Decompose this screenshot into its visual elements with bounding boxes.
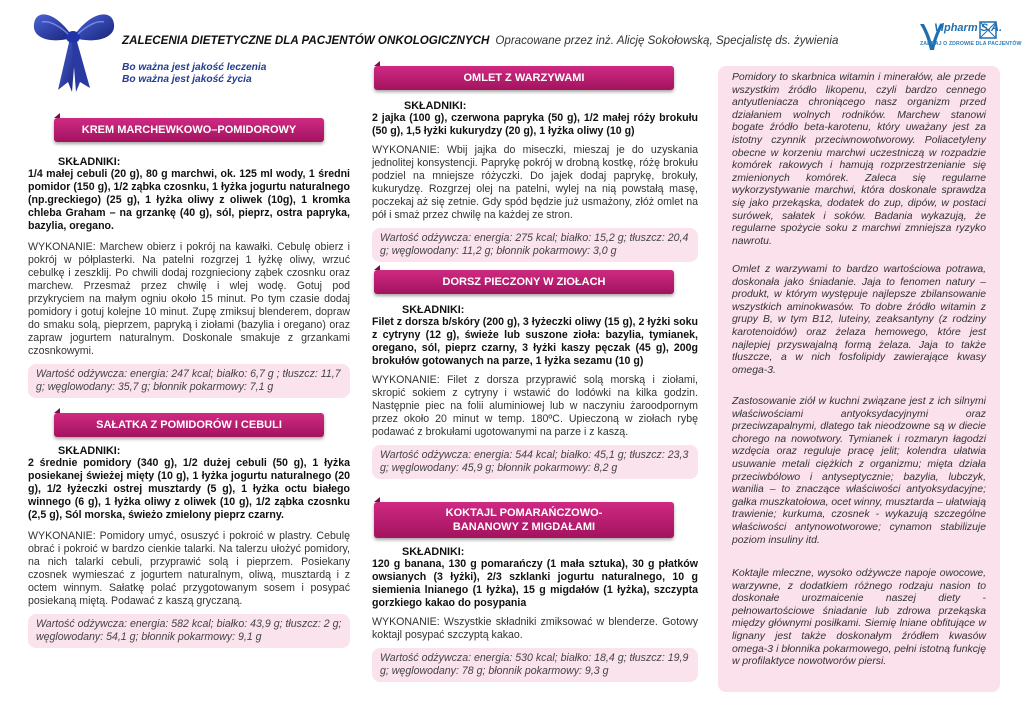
recipe-omlet	[372, 66, 698, 262]
preparation-text: WYKONANIE: Filet z dorsza przyprawić solą morską i ziołami, skropić sokiem z cytryny i wstawić do lodówki na kilka godzin. Następnie piec na folii aluminiowej lub w naczyniu żaroodpornym przez około 20 minut w temp. 180ºC. Upieczoną w ziołach rybę podawać z brokułami ugotowanymi na parze i z kaszą.	[372, 374, 698, 438]
ingredients-label: SKŁADNIKI:	[58, 445, 121, 457]
motto-line-1: Bo ważna jest jakość leczenia	[122, 62, 267, 73]
logo-name: Vipharm S.A.	[934, 22, 1003, 34]
ingredients-label: SKŁADNIKI:	[402, 304, 465, 316]
preparation-text: WYKONANIE: Pomidory umyć, osuszyć i pokroić w plastry. Cebulę obrać i pokroić w bardzo cienkie talarki. Na talerzu ułożyć pomidory, na nich talarki cebuli, przyprawić solą i pieprzem. Posiekany czosnek wymieszać z jogurtem naturalnym, oliwą, musztardą i z octem winnym. Sałatkę polać przygotowanym sosem i posypać posiekaną miętą. Podawać z kaszą gryczaną.	[28, 530, 350, 607]
nutrition-box: Wartość odżywcza: energia: 582 kcal; białko: 43,9 g; tłuszcz: 2 g; węglowodany: 54,1 g; błonnik pokarmowy: 9,1 g	[28, 614, 350, 648]
recipe-title: KOKTAJL POMARAŃCZOWO-BANANOWY Z MIGDAŁAMI	[374, 502, 674, 538]
recipe-title: SAŁATKA Z POMIDORÓW I CEBULI	[54, 413, 324, 437]
nutrition-box: Wartość odżywcza: energia: 544 kcal; białko: 45,1 g; tłuszcz: 23,3 g; węglowodany: 45,9 g; błonnik pokarmowy: 8,2 g	[372, 445, 698, 479]
ingredients-label: SKŁADNIKI:	[58, 156, 121, 168]
recipe-title: KREM MARCHEWKOWO–POMIDOROWY	[54, 118, 324, 142]
preparation-text: WYKONANIE: Marchew obierz i pokrój na kawałki. Cebulę obierz i pokrój w półplasterki. Na patelni rozgrzej 1 łyżkę oliwy, wrzuć cebulkę i zeszklij. Po chwili dodaj rozgnieciony ząbek czosnku oraz marchew. Przesmaż przez chwilę i wlej wodę. Gotuj pod przykryciem na małym ogniu około 15 minut. Po tym czasie dodaj pomidory i gotuj kolejne 10 minut. Zupę zmiksuj blenderem, dopraw do smaku solą, pieprzem, papryką i ziołami (bazylia i oregano) oraz zapraw jogurtem naturalnym. Doskonale smakuje z grzankami czosnkowymi.	[28, 241, 350, 357]
info-sidebar	[718, 66, 1000, 692]
ingredients-text: 120 g banana, 130 g pomarańczy (1 mała sztuka), 30 g płatków owsianych (3 łyżki), 2/3 szklanki jogurtu naturalnego, 10 g siemienia lnianego (1 łyżka), 15 g migdałów (1 łyżka), szczypta gorzkiego kakao do posypania	[372, 558, 698, 609]
info-ziola: Zastosowanie ziół w kuchni związane jest z ich silnymi właściwościami antyoksydacyjnymi oraz przeciwzapalnymi, dlatego tak nieodzowne są w diecie chorego na nowotwory. Tymianek i rozmaryn łagodzi wzdęcia oraz reguluje pracę jelit; kolendra ułatwia usuwanie metali ciężkich z organizmu; mięta działa przeciwbólowo i antyseptycznie; bazylia, lubczyk, wanilia – to znaczące właściwości antyoksydacyjne; gałka muszkatołowa, ocet winny, musztarda – ułatwiają trawienie; kurkuma, czosnek - wykazują szczególne właściwości antynowotworowe; cynamon stabilizuje poziom insuliny itd.	[732, 396, 986, 546]
nutrition-box: Wartość odżywcza: energia: 530 kcal; białko: 18,4 g; tłuszcz: 19,9 g; węglowodany: 78 g; błonnik pokarmowy: 9,3 g	[372, 648, 698, 682]
ingredients-text: 2 średnie pomidory (340 g), 1/2 dużej cebuli (50 g), 1 łyżka posiekanej świeżej mięty (10 g), 1 łyżka jogurtu naturalnego (20 g), 1/2 łyżeczki ostrej musztardy (5 g), 1 łyżka octu białego winnego (6 g), 1 łyżka oliwy z oliwek (10 g), 1/2 ząbka czosnku (2,5 g), Sól morska, świeżo zmielony pieprz czarny.	[28, 457, 350, 521]
info-pomidory: Pomidory to skarbnica witamin i minerałów, ale przede wszystkim źródło likopenu, czyli bardzo cennego antyutleniacza chroniącego nasz organizm przed działaniem wolnych rodników. Marchew stanowi bogate źródło beta-karotenu, który uważany jest za istotny czynnik przeciwnowotworowy. Poliacetyleny obecne w korzeniu marchwi uczestniczą w rozpadzie komórek rakowych i hamują rozprzestrzenianie się zmienionych komórek. Zaleca się regularne wykorzystywanie marchwi, która doskonale sprawdza się jako przekąska, dodatek do zup, dipów, w postaci surówek, sałatek i soków. Badania wykazują, że regularne spożycie soku z marchwi zmniejsza ryzyko nawrotu.	[732, 72, 986, 247]
ingredients-text: 1/4 małej cebuli (20 g), 80 g marchwi, ok. 125 ml wody, 1 średni pomidor (150 g), 1/2 ząbka czosnku, 1 łyżka jogurtu naturalnego (np.greckiego) (25 g), 1 łyżka oliwy z oliwek (10g), 1 kromka chleba Graham – na grzankę (40 g), sól, pieprz, ostra papryka, bazylia, oregano.	[28, 168, 350, 232]
info-koktajle: Koktajle mleczne, wysoko odżywcze napoje owocowe, warzywne, z dodatkiem różnego rodzaju nasion to doskonałe urozmaicenie naszej diety - pełnowartościowe śniadanie lub zdrowa przekąska między głównymi posiłkami. Siemię lniane obfitujące w lignany jest także doskonałym źródłem kwasów omega-3 i błonnika pokarmowego, pełni istotną funkcję w profilaktyce nowotworów piersi.	[732, 568, 986, 668]
ingredients-text: Filet z dorsza b/skóry (200 g), 3 łyżeczki oliwy (15 g), 2 łyżki soku z cytryny (12 g), świeże lub suszone zioła: bazylia, tymianek, oregano, sól, pieprz czarny, 3 łyżki kaszy pęczak (45 g), 200g brokułów gotowanych na parze, 1 łyżka sezamu (10 g)	[372, 316, 698, 367]
recipe-dorsz	[372, 270, 698, 479]
document-subtitle: Opracowane przez inż. Alicję Sokołowską, Specjalistę ds. żywienia	[495, 34, 839, 47]
recipe-koktajl	[372, 502, 698, 682]
motto-line-2: Bo ważna jest jakość życia	[122, 74, 252, 85]
recipe-title: DORSZ PIECZONY W ZIOŁACH	[374, 270, 674, 294]
recipe-title: OMLET Z WARZYWAMI	[374, 66, 674, 90]
preparation-text: WYKONANIE: Wszystkie składniki zmiksować w blenderze. Gotowy koktajl posypać szczyptą kakao.	[372, 616, 698, 641]
preparation-text: WYKONANIE: Wbij jajka do miseczki, mieszaj je do uzyskania jednolitej konsystencji. Paprykę pokrój w drobną kostkę, różę brokułu podziel na mniejsze różyczki. Do jajek dodaj paprykę, brokuły, kukurydzę. Rozgrzej olej na patelni, wylej na nią powstałą masę, poczekaj aż się zetnie. Gdy spód będzie już usmażony, złóż omlet na pół i smaż przez chwilę na każdej ze stron.	[372, 144, 698, 221]
document-title: ZALECENIA DIETETYCZNE DLA PACJENTÓW ONKOLOGICZNYCH	[122, 34, 490, 47]
info-omlet: Omlet z warzywami to bardzo wartościowa potrawa, doskonała jako śniadanie. Jaja to fenomen natury – produkt, w którym występuje najlepsze zbilansowanie wszystkich aminokwasów. To dobre źródło witamin z grupy B, w tym B12, luteiny, zeaksantyny (z rodziny karotenoidów) oraz żelaza hemowego, które jest najlepiej przyswajalną formą żelaza. Jaja to także tłuszcze, a w nich fosfolipidy zawierające kwasy omega-3.	[732, 264, 986, 376]
recipe-salatka	[28, 413, 350, 648]
logo-tagline: ZADBAJ O ZDROWIE DLA PACJENTÓW	[920, 41, 1022, 47]
ingredients-text: 2 jajka (100 g), czerwona papryka (50 g), 1/2 małej róży brokułu (50 g), 1,5 łyżki kukurydzy (20 g), 1 łyżka oliwy (10 g)	[372, 112, 698, 137]
ingredients-label: SKŁADNIKI:	[402, 546, 465, 558]
recipe-krem	[28, 118, 350, 398]
ingredients-label: SKŁADNIKI:	[404, 100, 467, 112]
nutrition-box: Wartość odżywcza: energia: 275 kcal; białko: 15,2 g; tłuszcz: 20,4 g; węglowodany: 11,2 g; błonnik pokarmowy: 3,0 g	[372, 228, 698, 262]
page-title	[122, 34, 838, 47]
nutrition-box: Wartość odżywcza: energia: 247 kcal; białko: 6,7 g ; tłuszcz: 11,7 g; węglowodany: 35,7 g; błonnik pokarmowy: 7,1 g	[28, 364, 350, 398]
ribbon-bow-icon	[28, 2, 118, 94]
motto	[122, 62, 266, 86]
